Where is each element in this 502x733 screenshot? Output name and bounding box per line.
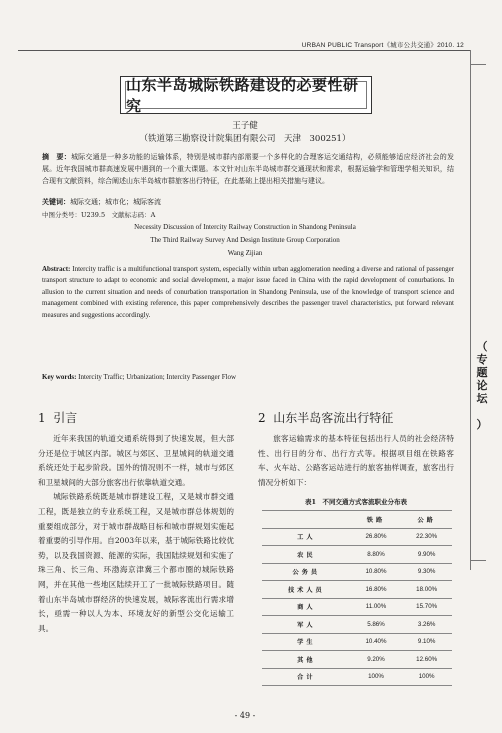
table-cell-rail: 9.20%	[351, 651, 402, 669]
table-cell-road: 9.10%	[401, 633, 452, 651]
title-box	[120, 76, 372, 114]
section-2-body	[258, 432, 454, 496]
column-label-char: 题	[476, 366, 488, 379]
keywords-en-label: Key words:	[42, 373, 77, 381]
table-cell-road: 15.70%	[401, 598, 452, 616]
table-row-label: 学生	[262, 633, 351, 651]
table-cell-road: 100%	[401, 668, 452, 686]
section-2-number: 2	[258, 411, 266, 425]
section-1-number: 1	[38, 411, 46, 425]
column-label: （ 专 题 论 坛 ）	[474, 340, 490, 431]
paragraph: 旅客运输需求的基本特征包括出行人员的社会经济特性、出行目的分布、出行方式等。根据项目组在铁路客车、火车站、公路客运站进行的旅客抽样调查，旅客出行情况分析如下：	[258, 434, 454, 487]
abstract-en	[42, 264, 454, 321]
keywords-en-text: Intercity Traffic; Urbanization; Intercity Passenger Flow	[78, 373, 237, 381]
table-cell-rail: 10.40%	[351, 633, 402, 651]
table-row-label: 农民	[262, 546, 351, 564]
table-row	[262, 581, 452, 599]
table-row-label: 工人	[262, 528, 351, 546]
table-cell-rail: 10.80%	[351, 563, 402, 581]
paragraph: 城际铁路系统既是城市群建设工程，又是城市群交通工程，既是独立的专业系统工程，又是城市群总体规划的重要组成部分，对于城市群战略目标和城市群规划实施起着重要的引导作用。自2003年以来，基于城际铁路比较优势，以及我国资源、能源的实际，我国陆续规划和实施了珠三角、长三角、环渤海京津冀三个都市圈的城际铁路网，并在其他一些地区陆续开工了一批城际铁路项目。随着山东半岛城市群经济的快速发展，城际客流出行需求增长，亟需一种以人为本、环境友好的新型公交化运输工具。	[38, 492, 234, 633]
section-1-heading	[38, 409, 77, 426]
table-row-label: 其他	[262, 651, 351, 669]
table-cell-rail: 16.80%	[351, 581, 402, 599]
keywords-en	[42, 373, 236, 381]
table-row	[262, 563, 452, 581]
table-caption: 表1 不同交通方式客流职业分布表	[304, 498, 408, 506]
english-title: Necessity Discussion of Intercity Railway Construction in Shandong Peninsula	[134, 223, 356, 231]
table-row	[262, 546, 452, 564]
paper-title: 山东半岛城际铁路建设的必要性研究	[125, 81, 367, 109]
section-1-title: 引言	[53, 411, 78, 425]
table-row	[262, 598, 452, 616]
column-label-char: 论	[476, 379, 488, 392]
english-affiliation: The Third Railway Survey And Design Institute Group Corporation	[150, 236, 340, 244]
table-cell-road: 9.30%	[401, 563, 452, 581]
table-cell-road: 22.30%	[401, 528, 452, 546]
table-cell-rail: 8.80%	[351, 546, 402, 564]
table-header-row	[262, 511, 452, 529]
table-cell-road: 18.00%	[401, 581, 452, 599]
table-row	[262, 528, 452, 546]
occupation-table	[262, 510, 452, 686]
keywords-cn	[42, 197, 161, 207]
section-2-heading	[258, 409, 393, 426]
keywords-cn-label: 关键词：	[42, 197, 70, 206]
affiliation: （铁道第三勘察设计院集团有限公司 天津 300251）	[139, 134, 351, 144]
column-label-char: 专	[476, 353, 488, 366]
section-1-body	[38, 432, 234, 712]
table-row	[262, 651, 452, 669]
side-rule-top	[470, 64, 486, 65]
table-row-label: 军人	[262, 616, 351, 634]
table-cell-road: 9.90%	[401, 546, 452, 564]
table-cell-rail: 100%	[351, 668, 402, 686]
abstract-en-text: Intercity traffic is a multifunctional transport system, especially within urban agglomeration needing a diverse and rational of passenger transport structure to adapt to economic and social development, a major issue faced in China with the rapid development of conurbations. In allusion to the current situation and needs of conurbation transportation in Shandong Peninsula, use of the knowledge of transport science and management combined with existing reference, this paper comprehensively describes the passenger travel characteristics, put forward relevant measures and suggestions accordingly.	[42, 265, 455, 319]
abstract-cn-text: 城际交通是一种多功能的运输体系，特别是城市群内部需要一个多样化的合理客运交通结构，必须能够适应经济社会的发展。近年我国城市群高速发展中遇到的一个重大课题。本文针对山东半岛城市群交通现状和需求，根据运输学和管理学相关知识，结合现有文献资料，综合阐述山东半岛城市群旅客出行特征，在此基础上提出相关措施与建议。	[42, 153, 455, 185]
table-row-label: 公务员	[262, 563, 351, 581]
paragraph: 近年来我国的轨道交通系统得到了快速发展，但大部分还是位于城区内部。城区与郊区、卫星城间的轨道交通系统还处于起步阶段。国外的情况则不一样，城市与郊区和卫星城间的大部分旅客出行依靠轨道交通。	[38, 434, 234, 487]
header-rule	[18, 50, 470, 51]
table-row	[262, 668, 452, 686]
table-row-label: 商人	[262, 598, 351, 616]
table-cell-rail: 11.00%	[351, 598, 402, 616]
author: 王子健	[232, 121, 258, 131]
side-rule-bottom	[470, 560, 486, 561]
abstract-cn	[42, 151, 454, 187]
table-cell-rail: 5.86%	[351, 616, 402, 634]
table-header-road: 公路	[401, 511, 452, 529]
journal-header: URBAN PUBLIC Transport《城市公共交通》2010. 12	[301, 42, 464, 49]
column-label-char: 坛	[476, 392, 488, 405]
table-row	[262, 616, 452, 634]
abstract-cn-label: 摘 要：	[42, 152, 71, 161]
table-header-rail: 铁路	[351, 511, 402, 529]
table-cell-road: 3.26%	[401, 616, 452, 634]
classification-code: 中图分类号：U239.5 文献标志码：A	[42, 211, 156, 219]
table-cell-rail: 26.80%	[351, 528, 402, 546]
section-2-title: 山东半岛客流出行特征	[273, 411, 394, 425]
table-row	[262, 633, 452, 651]
english-author: Wang Zijian	[227, 249, 263, 257]
page-number: - 49 -	[234, 711, 256, 720]
column-label-text	[474, 353, 490, 405]
table-cell-road: 12.60%	[401, 651, 452, 669]
table-row-label: 技术人员	[262, 581, 351, 599]
keywords-cn-text: 城际交通；城市化；城际客流	[70, 198, 161, 206]
abstract-en-label: Abstract:	[42, 265, 71, 273]
table-header-corner	[262, 511, 351, 529]
table-row-label: 合计	[262, 668, 351, 686]
